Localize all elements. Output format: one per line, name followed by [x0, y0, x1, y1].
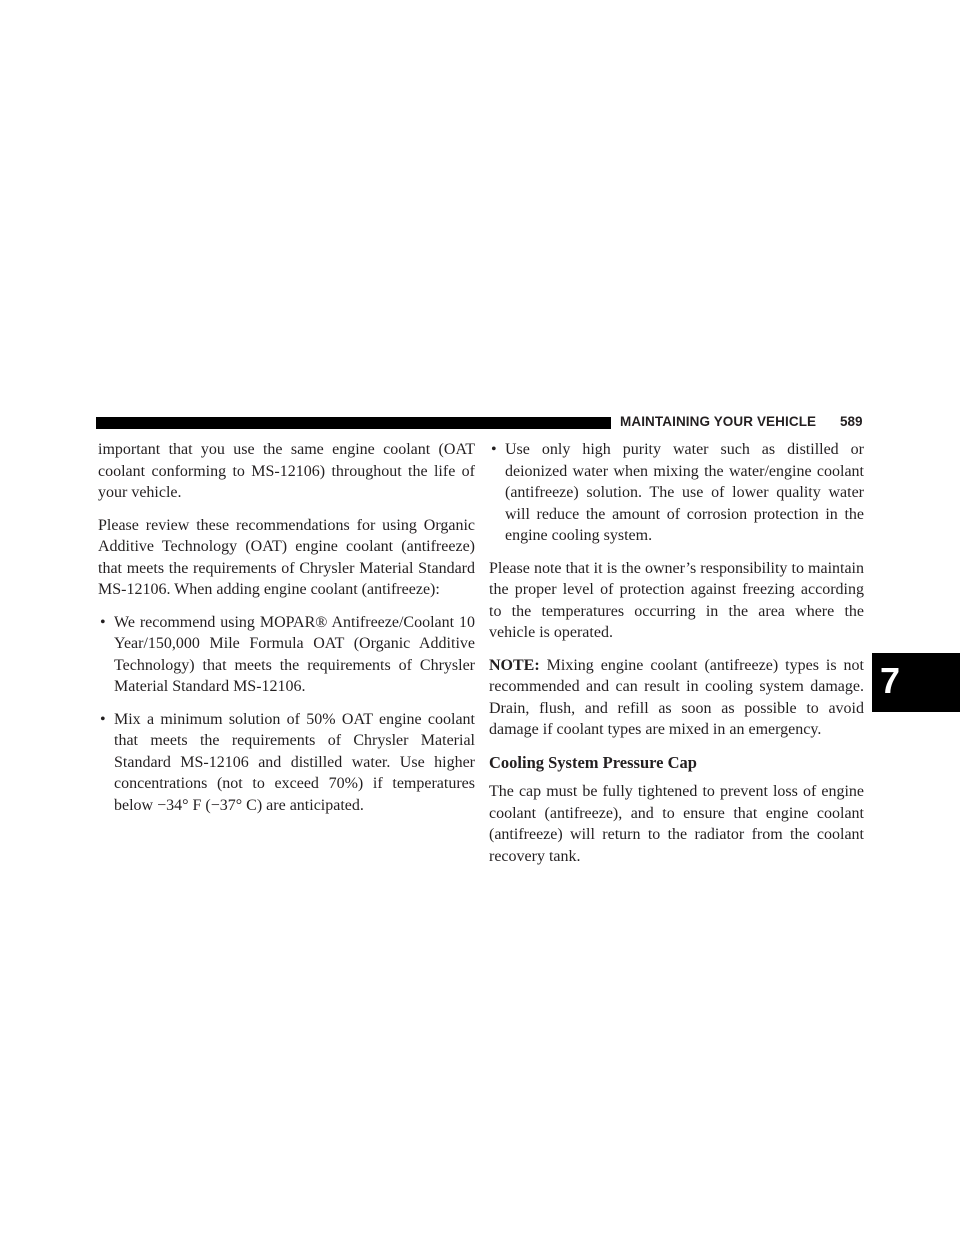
section-heading: Cooling System Pressure Cap [489, 752, 697, 772]
bullet-icon: • [100, 710, 106, 728]
note-paragraph [489, 655, 864, 741]
chapter-tab [872, 653, 960, 712]
bullet-icon: • [100, 613, 106, 631]
paragraph: Please review these recommendations for using Organic Additive Technology (OAT) engine coolant (antifreeze) that meets the requirements of Chrysler Material Standard MS-12106. When adding engine coolant (antifreeze): [98, 516, 475, 598]
bullet-text: We recommend using MOPAR® Antifreeze/Coolant 10 Year/150,000 Mile Formula OAT (Organic Additive Technology) that meets the requirements of Chrysler Material Standard MS-12106. [114, 613, 475, 695]
bullet-item [98, 612, 475, 698]
paragraph: Please note that it is the owner’s responsibility to maintain the proper level of protection against freezing according to the temperatures occurring in the area where the vehicle is operated. [489, 559, 864, 641]
paragraph: The cap must be fully tightened to prevent loss of engine coolant (antifreeze), and to ensure that engine coolant (antifreeze) will return to the radiator from the coolant recovery tank. [489, 783, 864, 865]
chapter-number: 7 [880, 660, 901, 701]
section-title: MAINTAINING YOUR VEHICLE [620, 414, 817, 429]
bullet-text: Mix a minimum solution of 50% OAT engine coolant that meets the requirements of Chrysler Material Standard MS-12106 and distilled water. Use higher concentrations (not to exceed 70%) if temperatures below −34° F (−37° C) are anticipated. [114, 710, 475, 814]
header-rule [96, 417, 611, 429]
left-column [98, 439, 475, 827]
note-text: Mixing engine coolant (antifreeze) types is not recommended and can result in cooling system damage. Drain, flush, and refill as soon as possible to avoid damage if coolant types are mixed in an emergency. [489, 656, 864, 738]
page-number: 589 [840, 414, 863, 429]
note-label: NOTE: [489, 656, 540, 674]
bullet-item [98, 709, 475, 817]
bullet-icon: • [491, 441, 497, 458]
bullet-item [489, 439, 864, 547]
right-column [489, 439, 864, 878]
paragraph: important that you use the same engine coolant (OAT coolant conforming to MS-12106) throughout the life of your vehicle. [98, 441, 475, 501]
bullet-text: Use only high purity water such as distilled or deionized water when mixing the water/engine coolant (antifreeze) solution. The use of lower quality water will reduce the amount of corrosion protection in the engine cooling system. [505, 441, 864, 544]
